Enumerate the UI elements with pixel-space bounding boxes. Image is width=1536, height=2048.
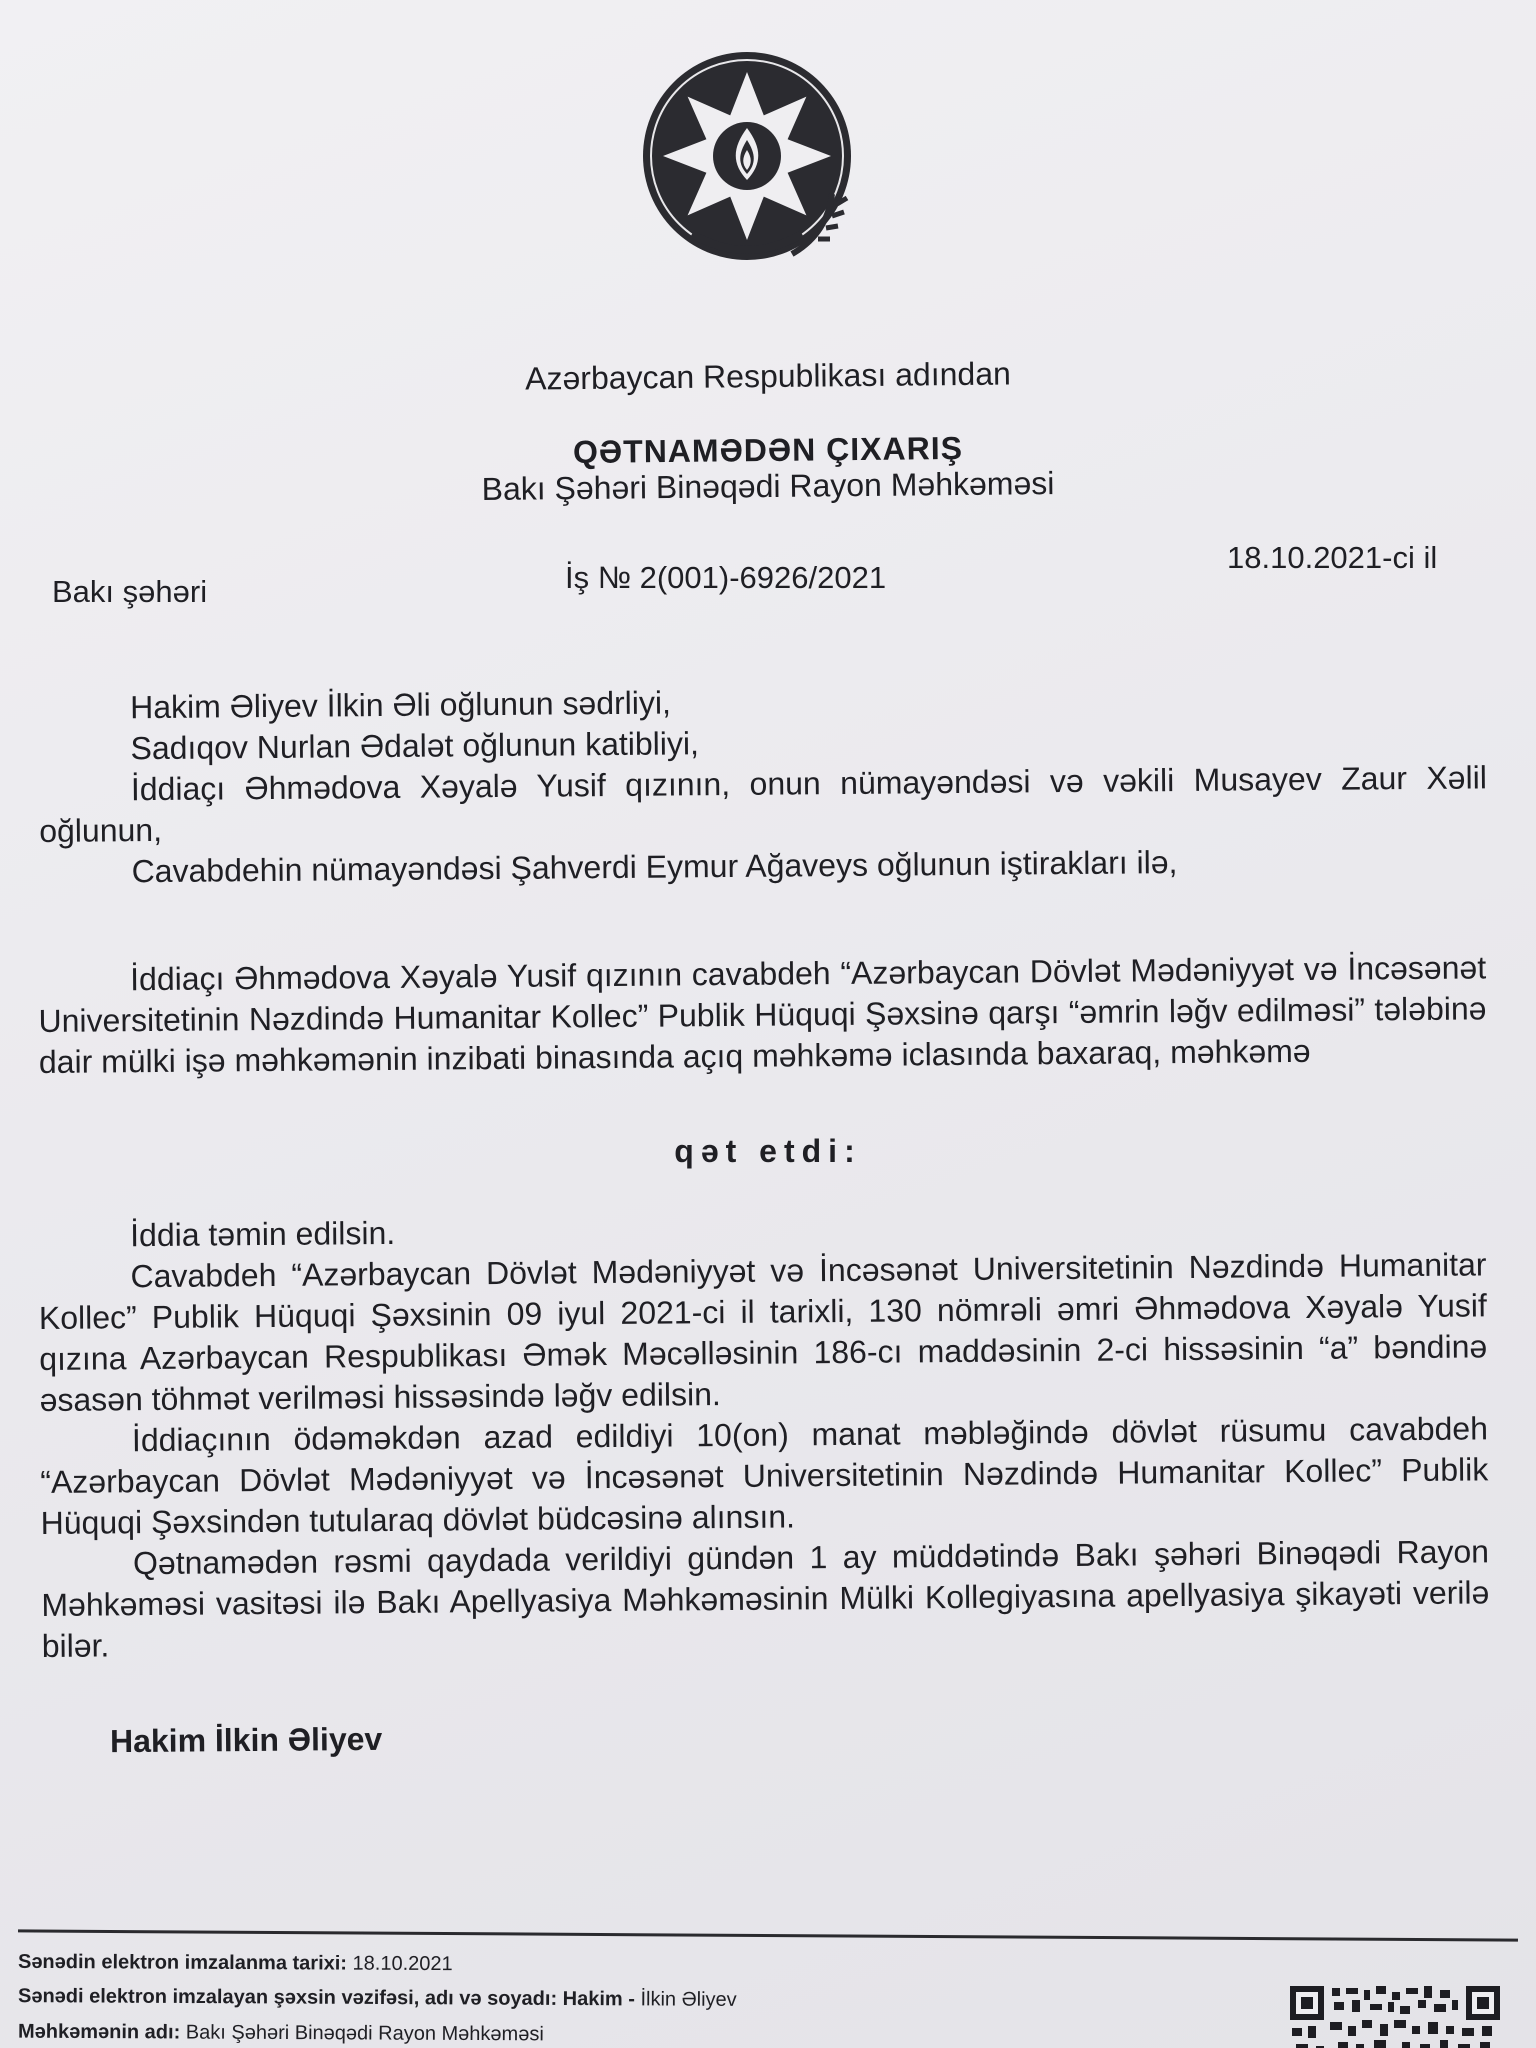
participant-line: Cavabdehin nümayəndəsi Şahverdi Eymur Ağaveys oğlunun iştirakları ilə, bbox=[131, 844, 1178, 890]
qr-code-icon bbox=[1290, 1986, 1500, 2048]
ruling-paragraph: Qətnamədən rəsmi qaydada verildiyi gündən 1 ay müddətində Bakı şəhəri Binəqədi Rayon Məhkəməsi vasitəsi ilə Bakı Apellyasiya Məhkəməsinin Mülki Kollegiyasına apellyasiya şikayəti verilə bilər. bbox=[41, 1533, 1490, 1664]
participant-line: Hakim Əliyev İlkin Əli oğlunun sədrliyi, bbox=[130, 684, 672, 726]
rulings-block bbox=[38, 1203, 1490, 1667]
ruling-paragraph: Cavabdeh “Azərbaycan Dövlət Mədəniyyət və İncəsənət Universitetinin Nəzdində Humanitar Kollec” Publik Hüquqi Şəxsinin 09 iyul 2021-ci il tarixli, 130 nömrəli əmri Əhmədova Xəyalə Yusif qızına Azərbaycan Respublikası Əmək Məcəlləsinin 186-cı maddəsinin 2-ci hissəsinin “a” bəndinə əsasən töhmət verilməsi hissəsində ləğv edilsin. bbox=[38, 1246, 1488, 1418]
participant-line: Sadıqov Nurlan Ədalət oğlunun katibliyi, bbox=[130, 725, 700, 767]
sign-date-value: 18.10.2021 bbox=[352, 1952, 453, 1976]
preamble-paragraph: İddiaçı Əhmədova Xəyalə Yusif qızının cavabdeh “Azərbaycan Dövlət Mədəniyyət və İncəsənət Universitetinin Nəzdində Humanitar Kollec” Publik Hüquqi Şəxsinə qarşı “əmrin ləğv edilməsi” tələbinə dair mülki işə məhkəmənin inzibati binasında açıq məhkəmə iclasında baxaraq, məhkəmə bbox=[38, 949, 1487, 1080]
signer-value: İlkin Əliyev bbox=[640, 1988, 737, 2011]
participant-line: İddiaçı Əhmədova Xəyalə Yusif qızının, onun nümayəndəsi və vəkili Musayev Zaur Xəlil oğlunun, bbox=[39, 759, 1487, 849]
participants-block bbox=[38, 675, 1488, 893]
judge-signature: Hakim İlkin Əliyev bbox=[109, 1720, 383, 1760]
footer-court bbox=[18, 2021, 544, 2047]
ruling-paragraph: İddiaçının ödəməkdən azad edildiyi 10(on) manat məbləğində dövlət rüsumu cavabdeh “Azərbaycan Dövlət Mədəniyyət və İncəsənət Universitetinin Nəzdində Humanitar Kollec” Publik Hüquqi Şəxsindən tutularaq dövlət büdcəsinə alınsın. bbox=[40, 1410, 1489, 1541]
case-number: İş № 2(001)-6926/2021 bbox=[565, 560, 887, 595]
on-behalf-heading: Azərbaycan Respublikası adından bbox=[524, 355, 1011, 397]
decided-heading: qət etdi: bbox=[674, 1133, 862, 1169]
sign-date-label: Sənədin elektron imzalanma tarixi: bbox=[17, 1950, 348, 1975]
court-label: Məhkəmənin adı: bbox=[17, 2020, 181, 2044]
court-name-heading: Bakı Şəhəri Binəqədi Rayon Məhkəməsi bbox=[481, 465, 1055, 507]
footer-divider bbox=[18, 1929, 1518, 1941]
ruling-paragraph: İddia təmin edilsin. bbox=[130, 1214, 396, 1254]
court-value: Bakı Şəhəri Binəqədi Rayon Məhkəməsi bbox=[185, 2021, 544, 2046]
document-title: QƏTNAMƏDƏN ÇIXARIŞ bbox=[572, 429, 964, 471]
coat-of-arms-icon bbox=[632, 44, 862, 274]
signer-label: Sənədi elektron imzalayan şəxsin vəzifəsi, adı və soyadı: Hakim - bbox=[17, 1985, 635, 2011]
city-label: Bakı şəhəri bbox=[52, 574, 208, 609]
footer-sign-date bbox=[18, 1951, 453, 1976]
document-date: 18.10.2021-ci il bbox=[1227, 540, 1438, 575]
footer-signer bbox=[18, 1985, 737, 2012]
preamble-block bbox=[38, 947, 1487, 1083]
